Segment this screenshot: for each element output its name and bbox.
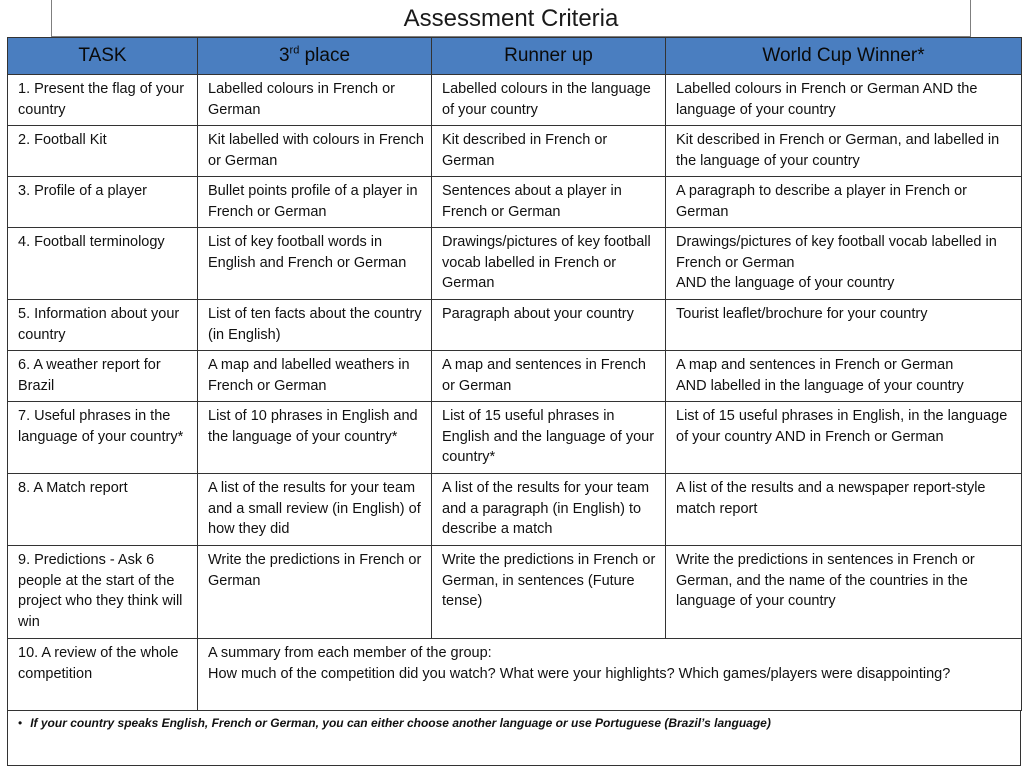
assessment-table (7, 37, 1022, 711)
runner-up-cell: A list of the results for your team and a paragraph (in English) to describe a match (432, 474, 666, 546)
header-world-cup-winner: World Cup Winner* (666, 38, 1022, 75)
task-cell: 10. A review of the whole competition (8, 639, 198, 711)
header-third-num: 3 (278, 44, 290, 66)
third-place-cell: Labelled colours in French or German (198, 75, 432, 126)
footnote (7, 710, 1021, 766)
task-cell: 2. Football Kit (8, 126, 198, 177)
header-runner-up: Runner up (432, 38, 666, 75)
header-row (8, 38, 1022, 75)
header-third-sup: rd (289, 44, 300, 57)
winner-cell: Labelled colours in French or German AND the language of your country (666, 75, 1022, 126)
third-place-cell: A list of the results for your team and a small review (in English) of how they did (198, 474, 432, 546)
third-place-cell: Write the predictions in French or German (198, 546, 432, 639)
header-task: TASK (8, 38, 198, 75)
task-cell: 7. Useful phrases in the language of your country* (8, 402, 198, 474)
table-row (8, 228, 1022, 300)
runner-up-cell: Write the predictions in French or German, in sentences (Future tense) (432, 546, 666, 639)
table-row (8, 177, 1022, 228)
table-row (8, 546, 1022, 639)
third-place-cell: Kit labelled with colours in French or German (198, 126, 432, 177)
runner-up-cell: Sentences about a player in French or German (432, 177, 666, 228)
task-cell: 4. Football terminology (8, 228, 198, 300)
review-summary-cell: A summary from each member of the group: How much of the competition did you watch? What were your highlights? Which games/players were disappointing? (198, 639, 1022, 711)
winner-cell: Tourist leaflet/brochure for your country (666, 300, 1022, 351)
header-third-place (198, 38, 432, 75)
third-place-cell: A map and labelled weathers in French or German (198, 351, 432, 402)
table-row (8, 300, 1022, 351)
table-row (8, 75, 1022, 126)
third-place-cell: Bullet points profile of a player in French or German (198, 177, 432, 228)
table-row (8, 126, 1022, 177)
task-cell: 9. Predictions - Ask 6 people at the start of the project who they think will win (8, 546, 198, 639)
winner-cell: A paragraph to describe a player in French or German (666, 177, 1022, 228)
footnote-bullet: • (18, 716, 23, 730)
winner-cell: Write the predictions in sentences in French or German, and the name of the countries in the language of your country (666, 546, 1022, 639)
page-title: Assessment Criteria (51, 0, 971, 37)
winner-cell: List of 15 useful phrases in English, in the language of your country AND in French or German (666, 402, 1022, 474)
task-cell: 1. Present the flag of your country (8, 75, 198, 126)
winner-cell: Drawings/pictures of key football vocab labelled in French or German AND the language of your country (666, 228, 1022, 300)
third-place-cell: List of 10 phrases in English and the language of your country* (198, 402, 432, 474)
table-row (8, 402, 1022, 474)
runner-up-cell: Labelled colours in the language of your country (432, 75, 666, 126)
task-cell: 3. Profile of a player (8, 177, 198, 228)
header-third-rest: place (299, 44, 351, 66)
runner-up-cell: Kit described in French or German (432, 126, 666, 177)
third-place-cell: List of key football words in English and French or German (198, 228, 432, 300)
runner-up-cell: A map and sentences in French or German (432, 351, 666, 402)
task-cell: 8. A Match report (8, 474, 198, 546)
third-place-cell: List of ten facts about the country (in English) (198, 300, 432, 351)
table-row (8, 474, 1022, 546)
runner-up-cell: Drawings/pictures of key football vocab labelled in French or German (432, 228, 666, 300)
table-row (8, 639, 1022, 711)
task-cell: 6. A weather report for Brazil (8, 351, 198, 402)
runner-up-cell: Paragraph about your country (432, 300, 666, 351)
winner-cell: Kit described in French or German, and labelled in the language of your country (666, 126, 1022, 177)
table-row (8, 351, 1022, 402)
task-cell: 5. Information about your country (8, 300, 198, 351)
runner-up-cell: List of 15 useful phrases in English and the language of your country* (432, 402, 666, 474)
winner-cell: A list of the results and a newspaper report-style match report (666, 474, 1022, 546)
winner-cell: A map and sentences in French or German AND labelled in the language of your country (666, 351, 1022, 402)
footnote-text: If your country speaks English, French or German, you can either choose another language or use Portuguese (Brazil’s language) (30, 716, 771, 730)
